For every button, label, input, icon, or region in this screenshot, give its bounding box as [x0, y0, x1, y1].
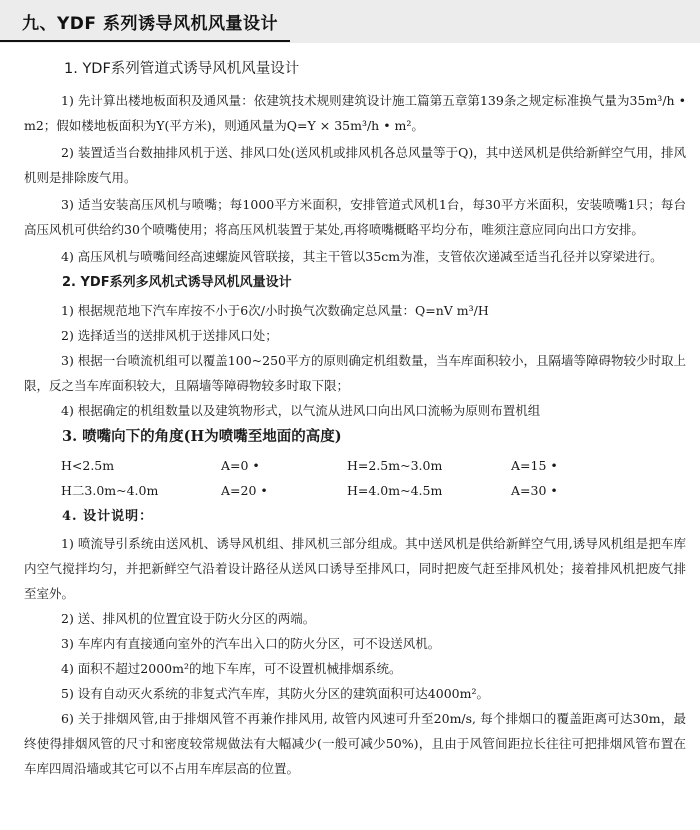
section-2-para-4: 4) 根据确定的机组数量以及建筑物形式，以气流从进风口向出风口流畅为原则布置机组: [61, 403, 541, 418]
angle-row: [24, 453, 686, 478]
section-2-para-3: 3) 根据一台喷流机组可以覆盖100~250平方的原则确定机组数量，当车库面积较小，且隔墙等障碍物较少时取上限，反之当车库面积较大，且隔墙等障碍物较多时取下限；: [24, 353, 686, 393]
angle-height: H=4.0m~4.5m: [347, 483, 443, 498]
angle-height: H二3.0m~4.0m: [61, 483, 159, 498]
angle-value: A=15 •: [511, 458, 558, 473]
section-4-heading: 4. 设计说明：: [62, 509, 154, 524]
section-4-para-1: 1) 喷流导引系统由送风机、诱导风机组、排风机三部分组成。其中送风机是供给新鲜空气用,诱导风机组是把车库内空气搅拌均匀，并把新鲜空气沿着设计路径从送风口诱导至排风口，同时把废气赶至排风机处；接着排风机把废气排至室外。: [24, 536, 686, 601]
section-2-para-1: 1) 根据规范地下汽车库按不小于6次/小时换气次数确定总风量：Q=nV m³/H: [61, 303, 489, 318]
section-1-para-2: 2) 装置适当台数抽排风机于送、排风口处(送风机或排风机各总风量等于Q)，其中送风机是供给新鲜空气用，排风机则是排除废气用。: [24, 145, 686, 185]
section-1-para-4: 4) 高压风机与喷嘴间经高速螺旋风管联接，其主干管以35cm为准，支管依次递减至适当孔径并以穿梁进行。: [61, 249, 663, 264]
angle-height: H=2.5m~3.0m: [347, 458, 443, 473]
section-2-para-2: 2) 选择适当的送排风机于送排风口处；: [61, 328, 278, 343]
title-underline: [0, 40, 290, 42]
section-1-para-3: 3) 适当安装高压风机与喷嘴；每1000平方米面积，安排管道式风机1台，每30平方米面积，安装喷嘴1只；每台高压风机可供给约30个喷嘴使用；将高压风机装置于某处,再将喷嘴概略平均分布，唯须注意应同向出口方安排。: [24, 197, 686, 237]
section-4-para-2: 2) 送、排风机的位置宜设于防火分区的两端。: [61, 611, 316, 626]
section-1-para-1: 1) 先计算出楼地板面积及通风量：依建筑技术规则建筑设计施工篇第五章第139条之规定标准换气量为35m³/h • m2；假如楼地板面积为Y(平方米)，则通风量为Q=Y × 35m³/h • m²。: [24, 93, 686, 133]
section-3-heading: 3. 喷嘴向下的角度(H为喷嘴至地面的高度): [62, 428, 342, 445]
section-4-para-6: 6) 关于排烟风管,由于排烟风管不再兼作排风用, 故管内风速可升至20m/s, 每个排烟口的覆盖距离可达30m，最终使得排烟风管的尺寸和密度较常规做法有大幅减少(一般可减少50%)，且由于风管间距拉长往往可把排烟风管布置在车库四周沿墙或其它可以不占用车库层高的位置。: [24, 711, 686, 776]
angle-value: A=0 •: [221, 458, 260, 473]
section-4-para-5: 5) 设有自动灭火系统的非复式汽车库，其防火分区的建筑面积可达4000m²。: [61, 686, 489, 701]
page-title: 九、YDF 系列诱导风机风量设计: [22, 14, 278, 34]
section-4-para-4: 4) 面积不超过2000m²的地下车库，可不设置机械排烟系统。: [61, 661, 402, 676]
section-2-heading: 2. YDF系列多风机式诱导风机风量设计: [62, 275, 292, 290]
angle-value: A=30 •: [511, 483, 558, 498]
section-1-heading: 1. YDF系列管道式诱导风机风量设计: [64, 61, 300, 77]
angle-row: [24, 478, 686, 503]
document-body: [24, 57, 686, 781]
angle-height: H<2.5m: [61, 458, 115, 473]
angle-value: A=20 •: [221, 483, 268, 498]
section-4-para-3: 3) 车库内有直接通向室外的汽车出入口的防火分区，可不设送风机。: [61, 636, 441, 651]
header-bar: [0, 0, 700, 43]
